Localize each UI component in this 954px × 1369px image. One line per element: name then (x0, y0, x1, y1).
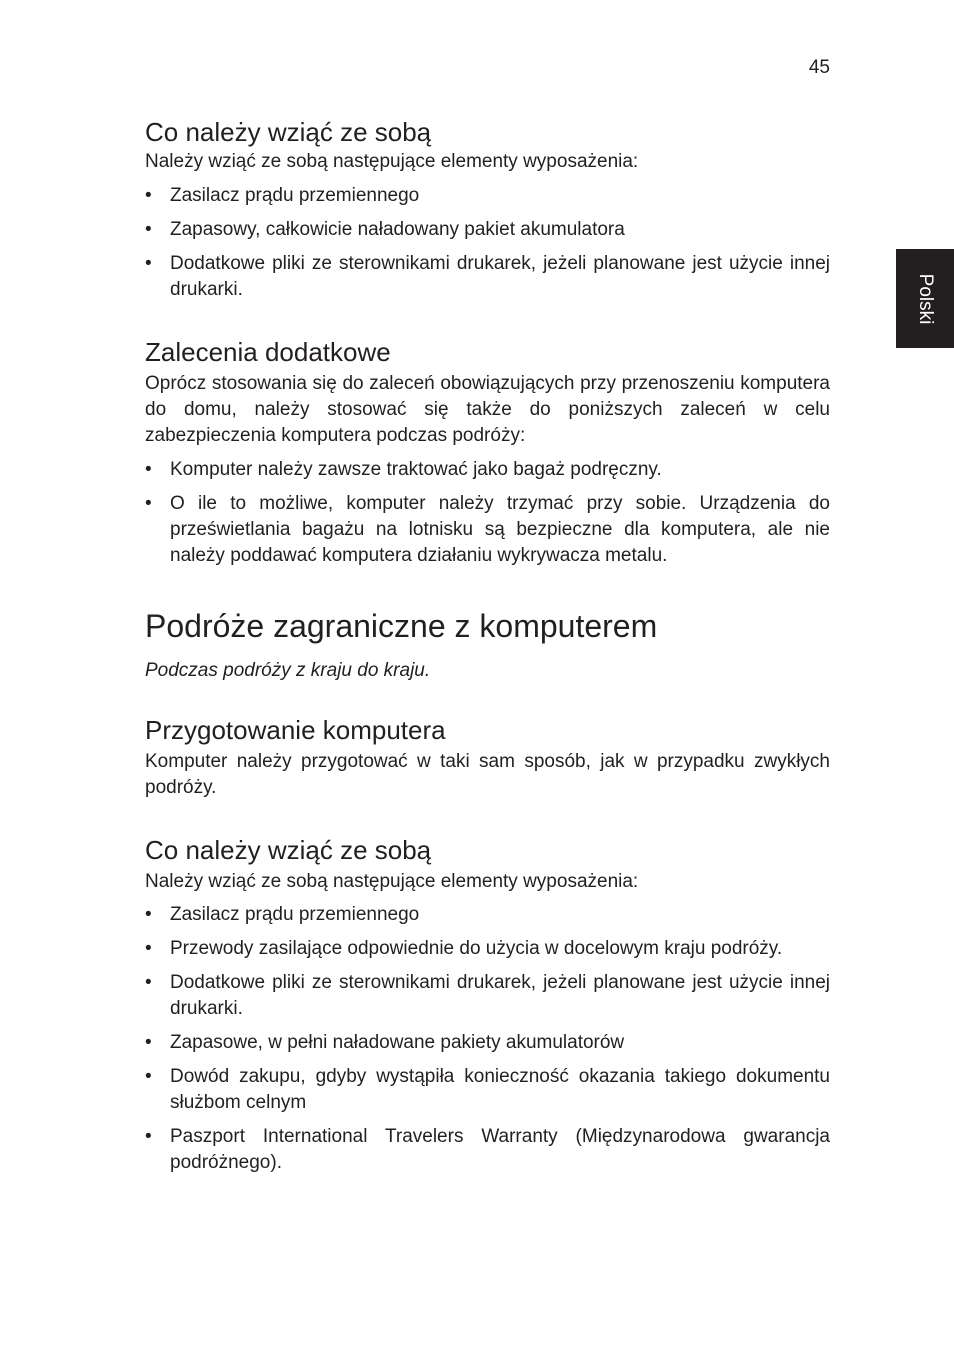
list-item: • Zapasowe, w pełni naładowane pakiety akumulatorów (145, 1030, 830, 1056)
list-item: • Zapasowy, całkowicie naładowany pakiet akumulatora (145, 217, 830, 243)
bullet-list (145, 183, 830, 303)
section-what-to-bring-abroad (145, 835, 830, 1176)
list-item: • Przewody zasilające odpowiednie do użycia w docelowym kraju podróży. (145, 936, 830, 962)
page-title: Podróże zagraniczne z komputerem (145, 608, 658, 644)
language-tab (896, 249, 954, 348)
bullet-list (145, 902, 830, 1176)
list-item: • Zasilacz prądu przemiennego (145, 183, 830, 209)
section-what-to-bring (145, 117, 830, 303)
list-item: • Zasilacz prądu przemiennego (145, 902, 830, 928)
list-item: • Dodatkowe pliki ze sterownikami drukarek, jeżeli planowane jest użycie innej drukarki. (145, 970, 830, 1022)
section-heading: Przygotowanie komputera (145, 715, 446, 745)
section-intro: Należy wziąć ze sobą następujące elementy wyposażenia: (145, 151, 639, 172)
section-intro: Należy wziąć ze sobą następujące elementy wyposażenia: (145, 871, 639, 892)
section-international-travel (145, 608, 830, 684)
section-heading: Zalecenia dodatkowe (145, 337, 391, 367)
list-item: • Dodatkowe pliki ze sterownikami drukarek, jeżeli planowane jest użycie innej drukarki. (145, 251, 830, 303)
section-prepare-computer (145, 715, 830, 801)
section-text: Komputer należy przygotować w taki sam sposób, jak w przypadku zwykłych podróży. (145, 751, 830, 798)
list-item: • Dowód zakupu, gdyby wystąpiła konieczność okazania takiego dokumentu służbom celnym (145, 1064, 830, 1116)
page-number: 45 (808, 57, 830, 78)
list-item: • Paszport International Travelers Warranty (Międzynarodowa gwarancja podróżnego). (145, 1124, 830, 1176)
section-heading: Co należy wziąć ze sobą (145, 835, 432, 865)
bullet-list (145, 457, 830, 569)
list-item: • Komputer należy zawsze traktować jako bagaż podręczny. (145, 457, 830, 483)
section-heading: Co należy wziąć ze sobą (145, 117, 432, 147)
language-tab-label: Polski (915, 273, 936, 324)
list-item: • O ile to możliwe, komputer należy trzymać przy sobie. Urządzenia do prześwietlania bagażu na lotnisku są bezpieczne dla komputera, ale nie należy poddawać komputera działaniu wykrywacza metalu. (145, 491, 830, 569)
section-subtitle: Podczas podróży z kraju do kraju. (145, 660, 431, 681)
section-intro: Oprócz stosowania się do zaleceń obowiązujących przy przenoszeniu komputera do domu, należy stosować się także do poniższych zaleceń w celu zabezpieczenia komputera podczas podróży: (145, 373, 830, 446)
section-additional-tips (145, 337, 830, 569)
